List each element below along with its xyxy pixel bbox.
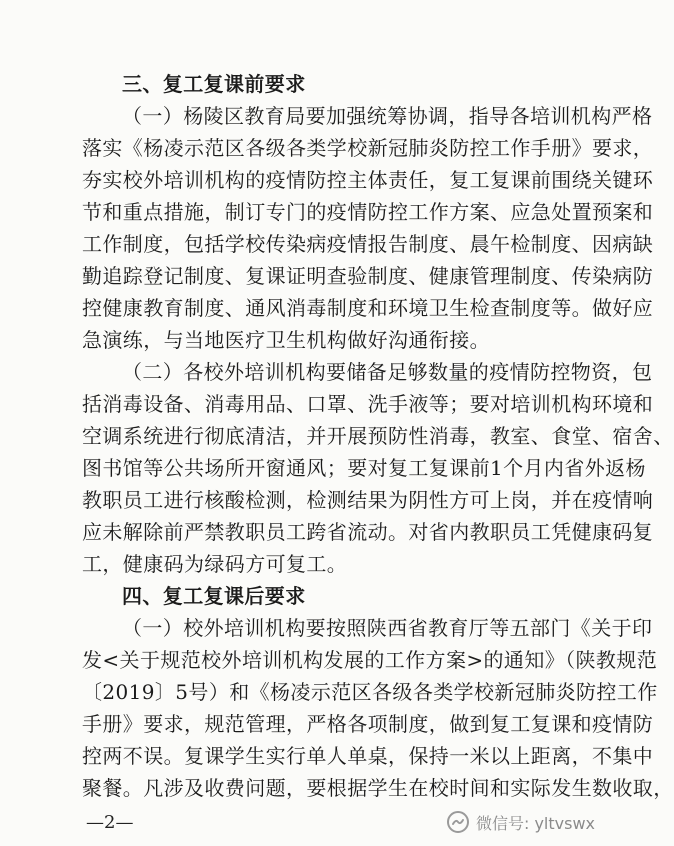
section-3-paragraph-1-line: 夯实校外培训机构的疫情防控主体责任，复工复课前围绕关键环 xyxy=(82,168,654,192)
section-3-paragraph-2-line: 括消毒设备、消毒用品、口罩、洗手液等；要对培训机构环境和 xyxy=(82,392,654,416)
wechat-official-account-icon xyxy=(446,810,470,834)
section-3-paragraph-1-line: 勤追踪登记制度、复课证明查验制度、健康管理制度、传染病防 xyxy=(82,264,654,288)
wechat-watermark xyxy=(446,808,595,836)
section-3-paragraph-2-line: 图书馆等公共场所开窗通风；要对复工复课前1个月内省外返杨 xyxy=(82,456,646,480)
section-4-paragraph-1-line: 〔2019〕5号）和《杨凌示范区各级各类学校新冠肺炎防控工作 xyxy=(82,680,658,704)
section-3-paragraph-2-line: 工，健康码为绿码方可复工。 xyxy=(82,552,348,576)
section-3-paragraph-2-line: 教职员工进行核酸检测，检测结果为阴性方可上岗，并在疫情响 xyxy=(82,488,654,512)
section-3-paragraph-1-line: 节和重点措施，制订专门的疫情防控工作方案、应急处置预案和 xyxy=(82,200,654,224)
section-3-paragraph-1-line: 急演练，与当地医疗卫生机构做好沟通衔接。 xyxy=(82,328,490,352)
section-4-paragraph-1-line: 发<关于规范校外培训机构发展的工作方案>的通知》（陕教规范 xyxy=(82,648,658,672)
section-3-paragraph-2-line: （二）各校外培训机构要储备足够数量的疫情防控物资，包 xyxy=(122,360,653,384)
section-3-paragraph-2-line: 空调系统进行彻底清洁，并开展预防性消毒，教室、食堂、宿舍、 xyxy=(82,424,674,448)
section-3-paragraph-1-line: 控健康教育制度、通风消毒制度和环境卫生检查制度等。做好应 xyxy=(82,296,654,320)
section-4-paragraph-1-line: （一）校外培训机构要按照陕西省教育厅等五部门《关于印 xyxy=(122,616,653,640)
section-3-paragraph-1-line: 工作制度，包括学校传染病疫情报告制度、晨午检制度、因病缺 xyxy=(82,232,654,256)
section-3-paragraph-2-line: 应未解除前严禁教职员工跨省流动。对省内教职员工凭健康码复 xyxy=(82,520,654,544)
watermark-text: 微信号: yltvswx xyxy=(475,813,595,833)
section-4-paragraph-1-line: 手册》要求，规范管理，严格各项制度，做到复工复课和疫情防 xyxy=(82,712,654,736)
page-number: —2— xyxy=(86,812,134,833)
section-4-heading: 四、复工复课后要求 xyxy=(122,584,306,608)
section-3-paragraph-1-line: 落实《杨凌示范区各级各类学校新冠肺炎防控工作手册》要求， xyxy=(82,136,654,160)
section-4-paragraph-1-line: 聚餐。凡涉及收费问题，要根据学生在校时间和实际发生数收取， xyxy=(82,776,674,800)
section-3-paragraph-1-line: （一）杨陵区教育局要加强统筹协调，指导各培训机构严格 xyxy=(122,104,653,128)
section-3-heading: 三、复工复课前要求 xyxy=(122,72,306,96)
section-4-paragraph-1-line: 控两不误。复课学生实行单人单桌，保持一米以上距离，不集中 xyxy=(82,744,654,768)
